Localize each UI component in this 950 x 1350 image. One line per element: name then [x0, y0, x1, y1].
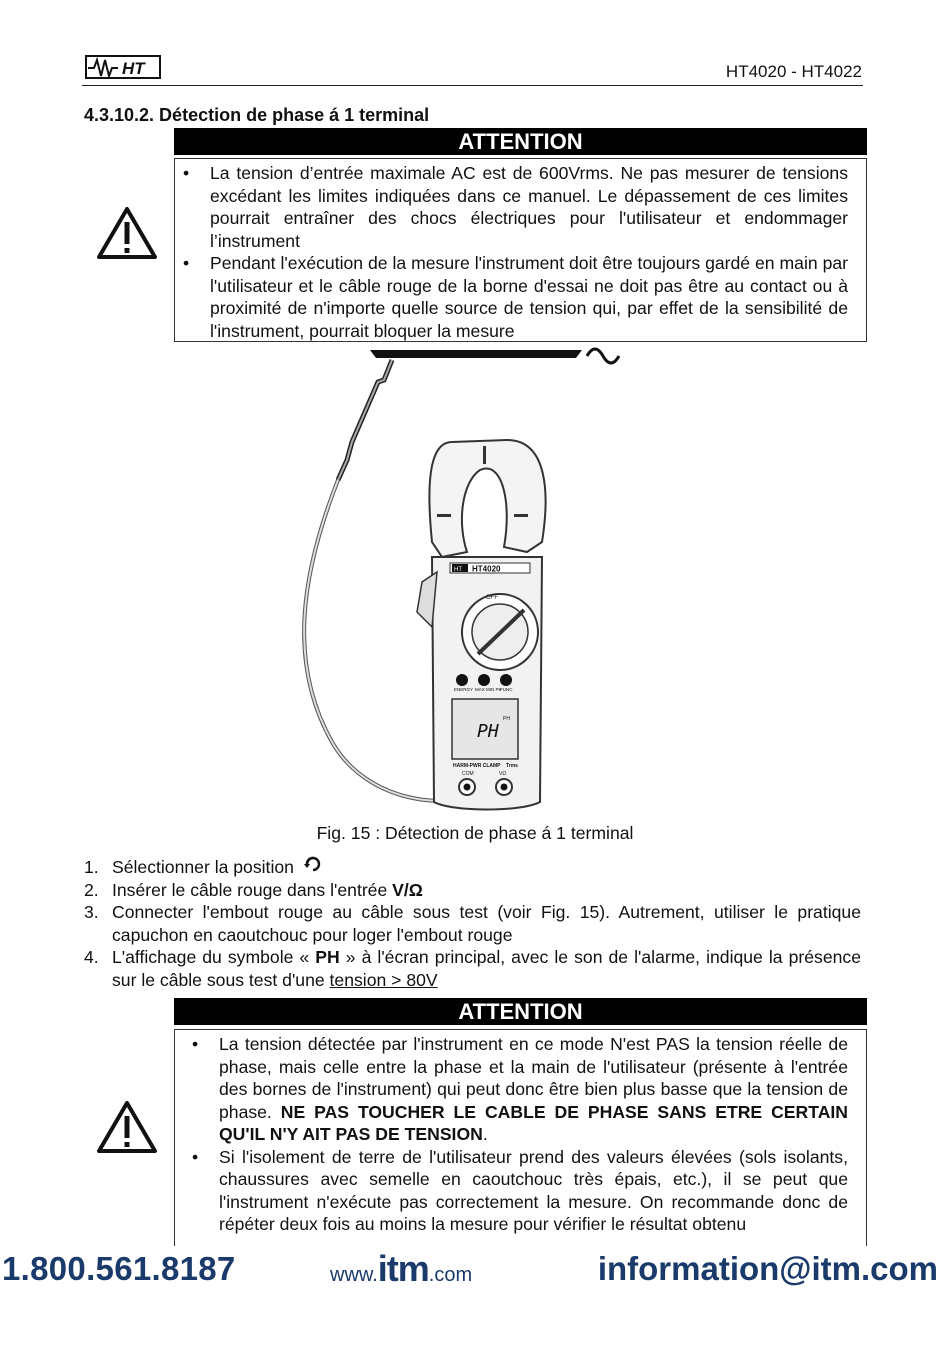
- document-code: HT4020 - HT4022: [725, 62, 862, 81]
- phase-position-icon: [303, 856, 323, 872]
- step-4: 4. L'affichage du symbole « PH » à l'écran principal, avec le son de l'alarme, indique la présence sur le câble sous test d'une tension > 80V: [84, 947, 861, 990]
- footer-phone[interactable]: 1.800.561.8187: [2, 1250, 236, 1287]
- step-3: 3. Connecter l'embout rouge au câble sous test (voir Fig. 15). Autrement, utiliser le pratique capuchon en caoutchouc pour loger l'embout rouge: [84, 902, 861, 945]
- energy-button: [456, 674, 468, 686]
- svg-text:MAX MIN PK: MAX MIN PK: [475, 687, 502, 692]
- attention-box-2: [174, 1029, 867, 1246]
- svg-text:COM: COM: [462, 771, 474, 777]
- svg-text:FUNC: FUNC: [500, 687, 513, 692]
- func-button: [500, 674, 512, 686]
- svg-text:HT: HT: [122, 59, 145, 78]
- ht-logo: [84, 52, 164, 82]
- phase-cable: [370, 350, 582, 358]
- ac-symbol: [587, 349, 619, 363]
- figure-caption: Fig. 15 : Détection de phase á 1 terminal: [316, 823, 634, 843]
- attention-1-item-2: • Pendant l'exécution de la mesure l'instrument doit être toujours gardé en main par l'utilisateur et le câble rouge de la borne d'essai ne doit pas être au contact ou à proximité de n'importe quelle source de tension qui, par effet de la sensibilité de l'instrument, pourrait bloquer la mesure: [210, 252, 848, 342]
- clamp-meter-figure: [292, 342, 642, 817]
- svg-text:HT: HT: [454, 567, 462, 573]
- section-title: 4.3.10.2. Détection de phase á 1 terminal: [84, 105, 430, 125]
- svg-text:PH: PH: [477, 721, 499, 742]
- attention-1-item-1: • La tension d’entrée maximale AC est de 600Vrms. Ne pas mesurer de tensions excédant les limites indiquées dans ce manuel. Le dépassement de ces limites pourrait entraîner des chocs électriques pour l'utilisateur et endommager l’instrument: [210, 162, 848, 252]
- svg-text:HARM-PWR CLAMP: HARM-PWR CLAMP: [453, 763, 501, 769]
- attention-banner-1: ATTENTION: [174, 128, 867, 155]
- maxmin-button: [478, 674, 490, 686]
- footer-email-link[interactable]: information@itm.com: [597, 1250, 938, 1287]
- svg-text:HT4020: HT4020: [472, 564, 501, 574]
- warning-triangle-icon-2: [96, 1100, 158, 1154]
- svg-text:VΩ: VΩ: [499, 771, 507, 777]
- svg-text:PH: PH: [503, 716, 510, 722]
- attention-box-1: [174, 158, 867, 342]
- procedure-steps: [84, 856, 861, 991]
- attention-2-item-2: • Si l'isolement de terre de l'utilisateur prend des valeurs élevées (sols isolants, chaussures avec semelle en caoutchouc très épais, etc.), il se peut que l'instrument n'exécute pas correctement la mesure. On recommande donc de répéter deux fois au moins la mesure pour vérifier le résultat obtenu: [219, 1146, 848, 1236]
- svg-text:ENERGY: ENERGY: [454, 687, 474, 692]
- header-divider: [82, 85, 863, 86]
- svg-text:Trms: Trms: [506, 763, 518, 769]
- footer-website-link[interactable]: www.itm.com: [330, 1248, 473, 1289]
- warning-triangle-icon: [96, 206, 158, 260]
- clamp-jaws: [429, 440, 545, 557]
- step-2: 2. Insérer le câble rouge dans l'entrée V/Ω: [84, 879, 423, 900]
- attention-banner-2: ATTENTION: [174, 998, 867, 1025]
- svg-text:OFF: OFF: [486, 595, 498, 601]
- step-1: 1. Sélectionner la position: [84, 856, 861, 879]
- attention-2-item-1: • La tension détectée par l'instrument en ce mode N'est PAS la tension réelle de phase, mais celle entre la phase et la main de l'utilisateur (présente à l'entrée des bornes de l'instrument) qui peut donc être bien plus basse que la tension de phase. NE PAS TOUCHER LE CABLE DE PHASE SANS ETRE CERTAIN QU'IL N'Y AIT PAS DE TENSION.: [219, 1033, 848, 1146]
